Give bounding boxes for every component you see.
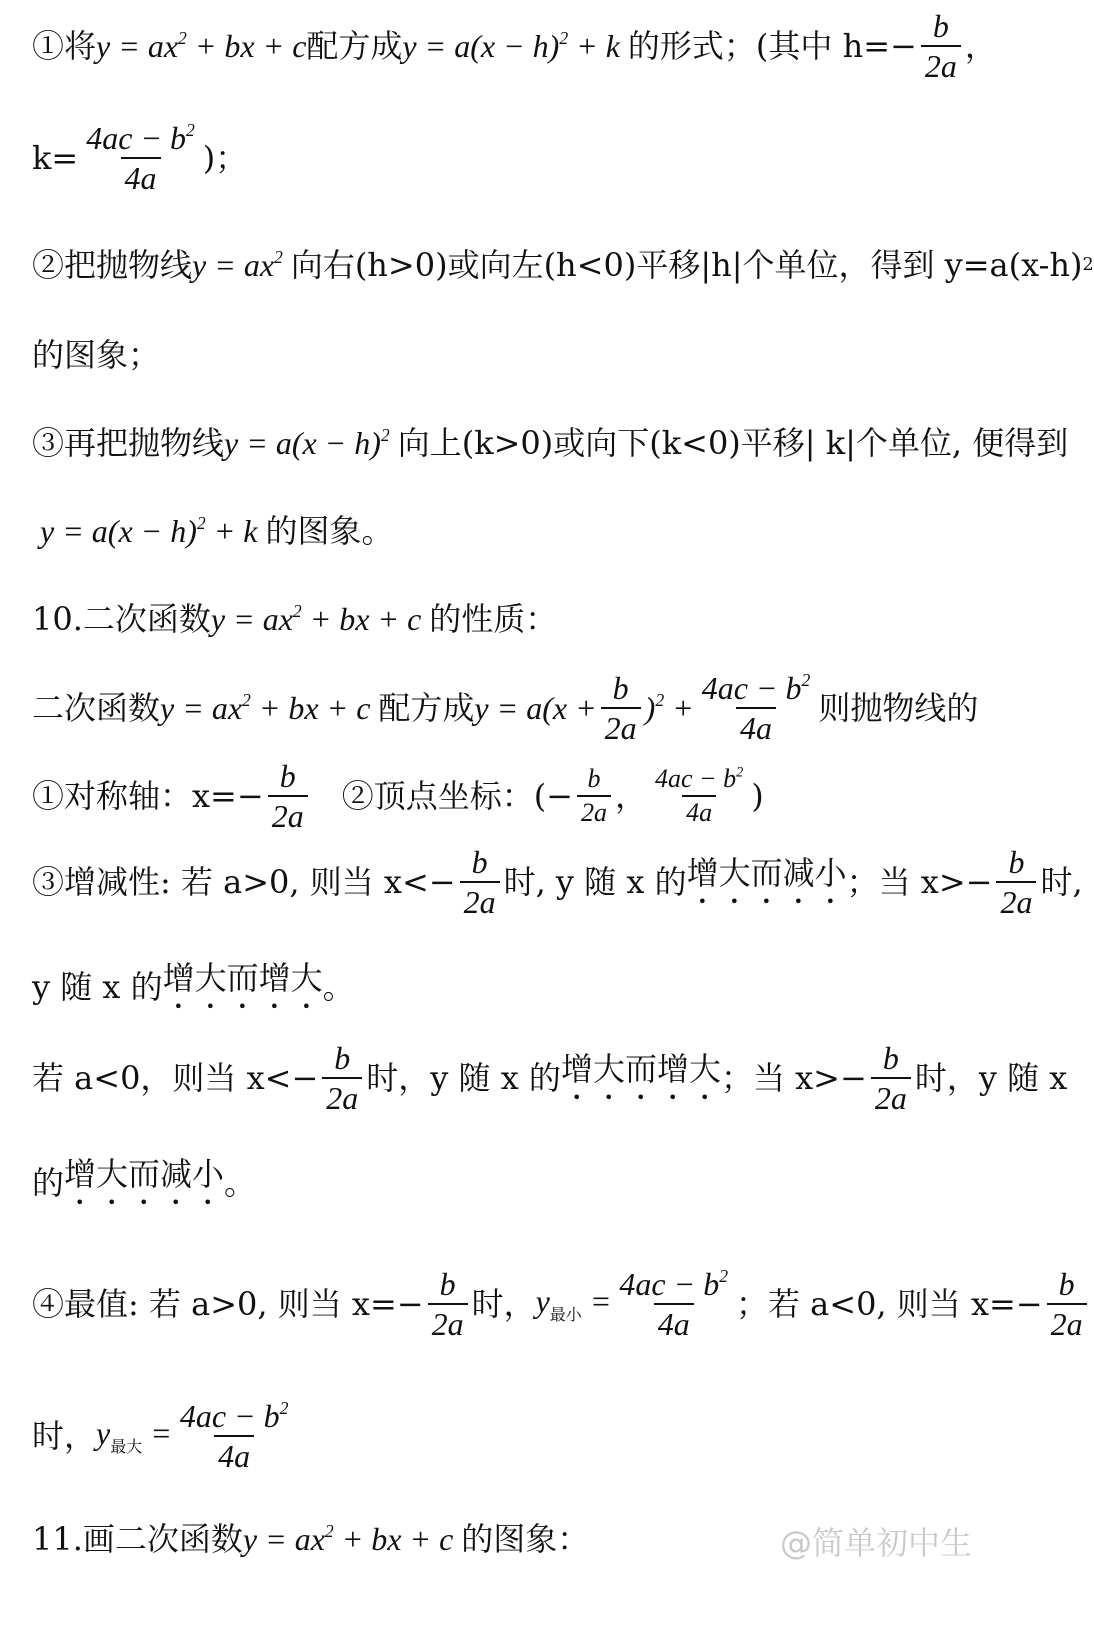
- text: 时，y 随 x: [914, 1059, 1068, 1097]
- text: ②顶点坐标：(−: [341, 777, 573, 815]
- fraction: $\frac{4ac - b^2}{4a}$: [655, 764, 744, 827]
- math-expr: $y = a(x - h)^2$: [224, 424, 390, 461]
- fraction: $\frac{b}{2a}$: [322, 1042, 362, 1114]
- extremum-values: [32, 1262, 1083, 1346]
- text: )；: [202, 139, 248, 177]
- text: ④最值: 若 a>0, 则当 x=−: [32, 1285, 424, 1323]
- text: 。: [224, 1164, 257, 1202]
- watermark: @简单初中生: [779, 1524, 972, 1562]
- axis-and-vertex: [32, 756, 1060, 836]
- text: 向右(h>0)或向左(h<0)平移|h|个单位，得到 y=a(x-h): [290, 246, 1083, 284]
- fraction: $\frac{4ac - b^2}{4a}$: [701, 669, 811, 746]
- text-line: [32, 1154, 1060, 1208]
- math-expr: )$^2$ +: [644, 689, 694, 726]
- text: 。: [322, 968, 355, 1006]
- fraction: $\frac{b}{2a}$: [871, 1042, 911, 1114]
- complete-square-general: [32, 668, 1060, 748]
- math-expr: $y = ax^2$ + bx + c: [210, 600, 422, 637]
- fraction: $\frac{b}{2a}$: [428, 1268, 468, 1340]
- text: ；当 x>−: [846, 863, 993, 901]
- text: y 随 x 的: [32, 968, 163, 1006]
- monotonicity-a-positive: [32, 842, 1083, 922]
- fraction: $\frac{4ac - b^2}{4a}$: [179, 1397, 289, 1474]
- emphasis-text: 增大而增大: [162, 958, 323, 997]
- text: ③再把抛物线: [32, 424, 225, 462]
- math-expr: $y = ax^2$ + bx + c: [96, 27, 307, 64]
- text-line: [32, 330, 1060, 380]
- fraction: $\frac{b}{2a}$: [577, 766, 611, 826]
- math-expr: $y = ax^2$ + bx + c: [242, 1520, 454, 1557]
- step1-complete-square: [32, 8, 1060, 84]
- text: 二次函数: [32, 689, 161, 727]
- fraction: $\frac{4ac - b^2}{4a}$: [86, 119, 195, 196]
- text: 向上(k>0)或向下(k<0)平移| k|个单位, 便得到: [397, 424, 1069, 462]
- step2-shift-horizontal: ②把抛物线 $y = ax^2$ 向右(h>0)或向左(h<0)平移|h|个单位，得到 y=a(x-h) 2: [32, 246, 1094, 284]
- fraction: $\frac{b}{2a}$: [460, 846, 500, 918]
- text: k=: [32, 139, 79, 177]
- text: 时，y 随 x 的: [366, 1059, 561, 1097]
- text: 的形式；(其中 h=−: [627, 27, 917, 65]
- section-10-heading: [32, 594, 1060, 644]
- emphasis-text: 增大而增大: [560, 1049, 721, 1088]
- text: ①对称轴：x=−: [32, 777, 264, 815]
- text-line: [32, 958, 1060, 1012]
- text: 时，: [471, 1285, 536, 1323]
- math-expr: y = a(x +: [474, 690, 597, 726]
- text: 的图象。: [265, 512, 394, 550]
- text: ，: [615, 777, 648, 815]
- text: ②把抛物线: [32, 246, 193, 284]
- text: ③增减性: 若 a>0, 则当 x<−: [32, 863, 456, 901]
- math-expr: $y = a(x - h)^2 + k$: [402, 27, 620, 64]
- emphasis-text: 增大而减小: [686, 853, 847, 892]
- text: 配方成: [378, 689, 475, 727]
- text: 11.画二次函数: [32, 1520, 243, 1558]
- fraction: $\frac{b}{2a}$: [1047, 1268, 1087, 1340]
- math-expr: $y = ax^2$ + bx + c: [160, 689, 371, 726]
- text: 时，: [32, 1417, 97, 1455]
- text: ；当 x>−: [720, 1059, 867, 1097]
- math-expr: $y_{最小}$ =: [535, 1282, 612, 1324]
- fraction: $\frac{b}{2a}$: [921, 10, 961, 82]
- k-formula: [32, 118, 1060, 198]
- text: 的: [32, 1164, 65, 1202]
- text: 则抛物线的: [818, 689, 979, 727]
- step3-shift-vertical: [32, 418, 1069, 468]
- monotonicity-a-negative: [32, 1038, 1068, 1118]
- math-expr: $y = a(x - h)^2 + k$: [40, 512, 258, 549]
- text: 配方成: [306, 27, 403, 65]
- text: ): [751, 777, 764, 815]
- fraction: $\frac{4ac - b^2}{4a}$: [619, 1265, 728, 1342]
- text: 若 a<0，则当 x<−: [32, 1059, 319, 1097]
- fraction: $\frac{b}{2a}$: [601, 672, 641, 744]
- text: ；若 a<0, 则当 x=−: [736, 1285, 1043, 1323]
- math-expr: $y = ax^2$: [192, 246, 283, 283]
- text: 的图象：: [461, 1520, 590, 1558]
- fraction: $\frac{b}{2a}$: [268, 760, 308, 832]
- text: 时, y 随 x 的: [503, 863, 687, 901]
- emphasis-text: 增大而减小: [64, 1154, 225, 1193]
- max-value: [32, 1394, 1060, 1478]
- text: 的性质：: [429, 600, 558, 638]
- text: ，: [964, 27, 997, 65]
- math-expr: $y_{最大}$ =: [96, 1414, 172, 1456]
- fraction: $\frac{b}{2a}$: [996, 846, 1036, 918]
- text: 的图象；: [32, 336, 161, 374]
- vertex-form-image: [32, 506, 1060, 556]
- text: ①将: [32, 27, 97, 65]
- text: 时,: [1040, 863, 1083, 901]
- text: 10.二次函数: [32, 600, 211, 638]
